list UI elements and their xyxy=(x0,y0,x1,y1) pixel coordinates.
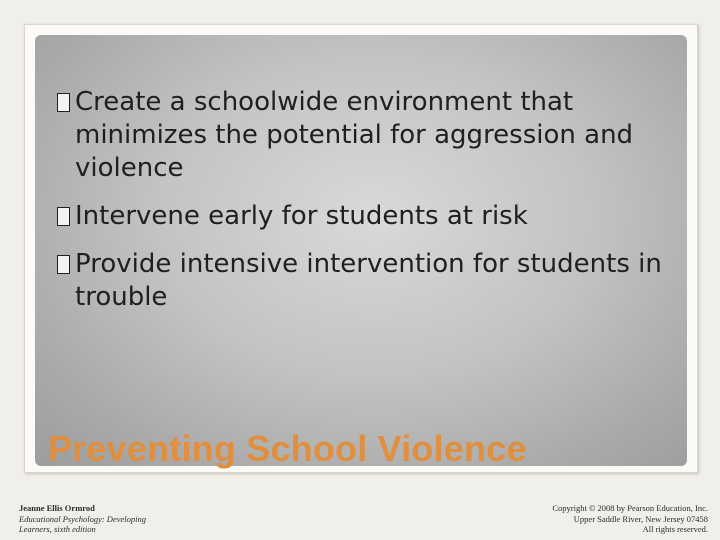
slide-title: Preventing School Violence xyxy=(48,428,527,469)
footer-attribution xyxy=(19,503,146,535)
bullet-box-icon xyxy=(57,207,70,226)
footer-author: Jeanne Ellis Ormrod xyxy=(19,503,95,513)
footer-copyright-line: Copyright © 2008 by Pearson Education, Inc. xyxy=(552,503,708,513)
bullet-list xyxy=(57,86,687,329)
footer-book-edition: Learners, sixth edition xyxy=(19,524,96,534)
footer-address-line: Upper Saddle River, New Jersey 07458 xyxy=(573,513,708,524)
bullet-box-icon xyxy=(57,255,70,274)
footer-book-title: Educational Psychology: Developing xyxy=(19,513,146,524)
bullet-item xyxy=(57,200,687,233)
bullet-text: Provide intensive intervention for students in trouble xyxy=(75,249,662,312)
bullet-text: Create a schoolwide environment that minimizes the potential for aggression and violence xyxy=(75,87,634,183)
bullet-text: Intervene early for students at risk xyxy=(75,201,528,231)
bullet-item xyxy=(57,248,687,314)
bullet-item xyxy=(57,86,687,185)
bullet-box-icon xyxy=(57,93,70,112)
footer-copyright xyxy=(552,503,708,535)
footer-rights-line: All rights reserved. xyxy=(642,524,708,534)
